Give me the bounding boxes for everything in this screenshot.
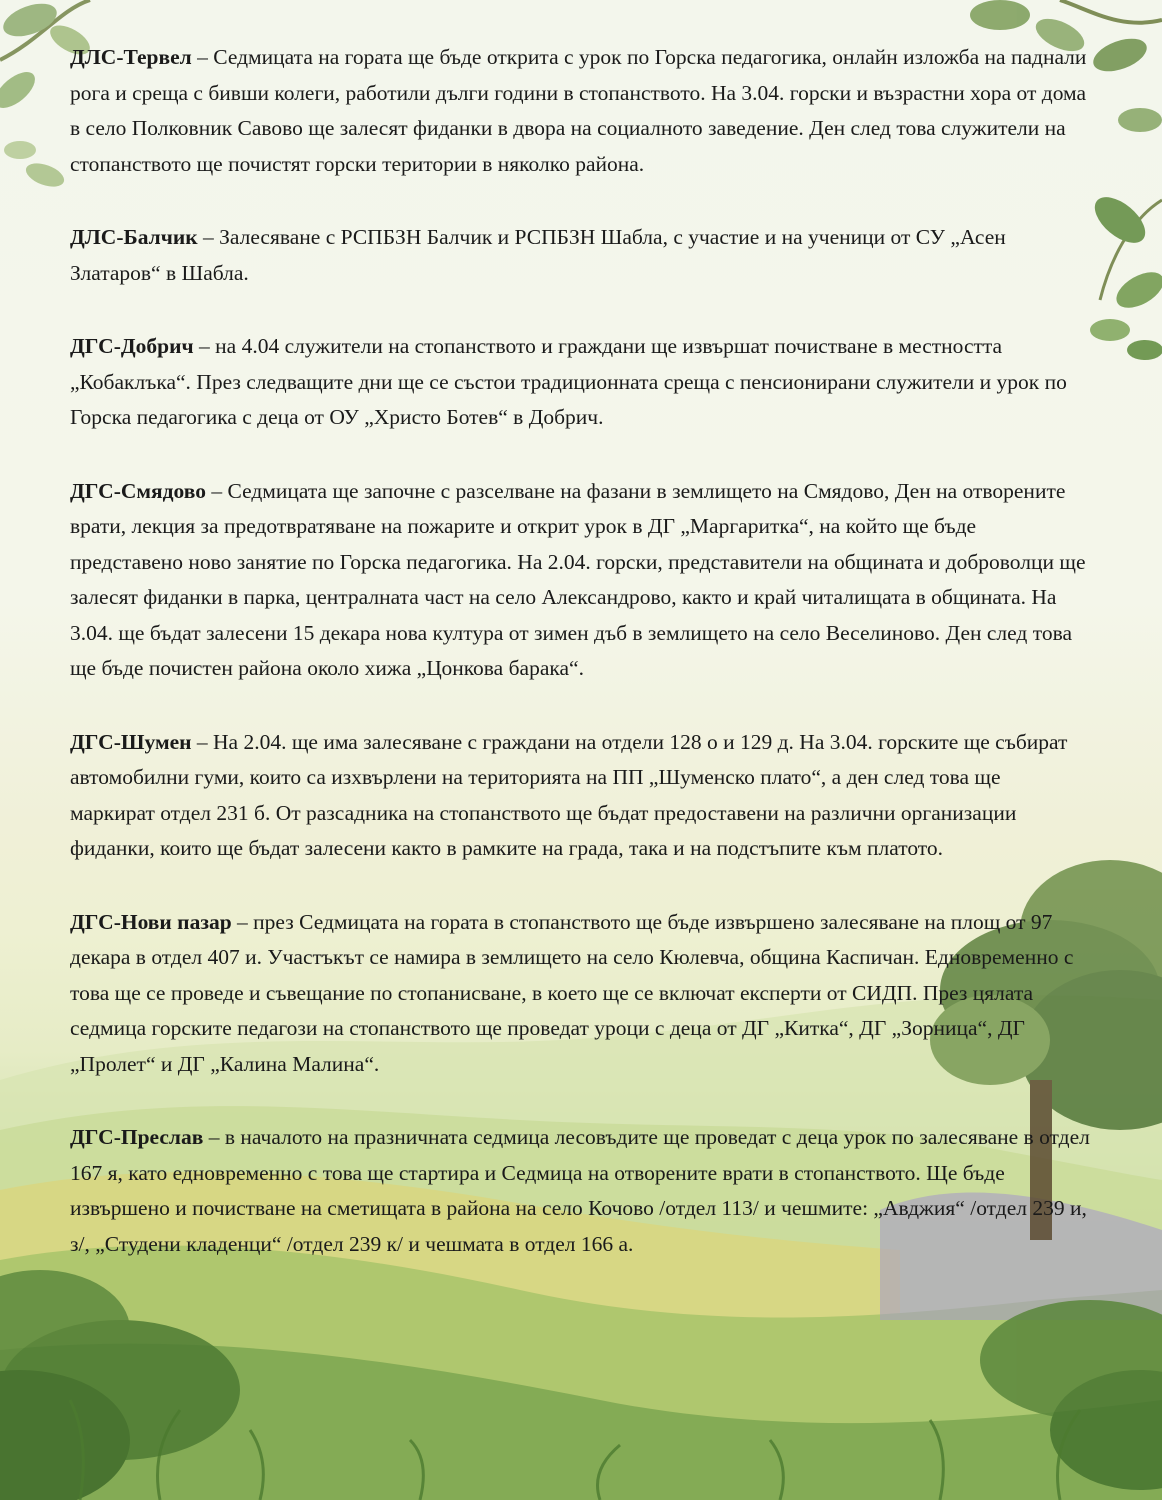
paragraph-tervel xyxy=(70,40,1090,182)
paragraph-text: – Залесяване с РСПБЗН Балчик и РСПБЗН Шабла, с участие и на ученици от СУ „Асен Златаров“ в Шабла. xyxy=(70,225,1006,285)
paragraph-dobrich xyxy=(70,329,1090,436)
org-name: ДГС-Добрич xyxy=(70,334,194,358)
paragraph-text: – на 4.04 служители на стопанството и граждани ще извършат почистване в местността „Кобаклъка“. През следващите дни ще се състои традиционната среща с пенсионирани служители и урок по Горска педагогика с деца от ОУ „Христо Ботев“ в Добрич. xyxy=(70,334,1067,429)
org-name: ДГС-Преслав xyxy=(70,1125,204,1149)
paragraph-shumen xyxy=(70,725,1090,867)
paragraph-novi-pazar xyxy=(70,905,1090,1083)
org-name: ДГС-Нови пазар xyxy=(70,909,232,934)
org-name: ДЛС-Тервел xyxy=(70,45,192,69)
paragraph-text: – Седмицата ще започне с разселване на фазани в землището на Смядово, Ден на отворените врати, лекция за предотвратяване на пожарите и открит урок в ДГ „Маргаритка“, на който ще бъде представено ново занятие по Горска педагогика. На 2.04. горски, представители на общината и доброволци ще залесят фиданки в парка, централната част на село Александрово, както и край читалищата в общината. На 3.04. ще бъдат залесени 15 декара нова култура от зимен дъб в землището на село Веселиново. Ден след това ще бъде почистен района около хижа „Цонкова барака“. xyxy=(70,478,1086,680)
paragraph-text: – Седмицата на гората ще бъде открита с урок по Горска педагогика, онлайн изложба на паднали рога и среща с бивши колеги, работили дълги години в стопанството. На 3.04. горски и възрастни хора от дома в село Полковник Савово ще залесят фиданки в двора на социалното заведение. Ден след това служители на стопанството ще почистят горски територии в няколко района. xyxy=(70,45,1087,176)
document-body xyxy=(70,40,1090,1300)
paragraph-balchik xyxy=(70,220,1090,291)
org-name: ДГС-Шумен xyxy=(70,729,192,754)
paragraph-preslav xyxy=(70,1120,1090,1262)
paragraph-text: – На 2.04. ще има залесяване с граждани на отдели 128 о и 129 д. На 3.04. горските ще събират автомобилни гуми, които са изхвърлени на територията на ПП „Шуменско плато“, а ден след това ще маркират отдел 231 б. От разсадника на стопанството ще бъдат предоставени на различни организации фиданки, които ще бъдат залесени както в рамките на града, така и на подстъпите към платото. xyxy=(70,729,1068,860)
paragraph-text: – в началото на празничната седмица лесовъдите ще проведат с деца урок по залесяване в отдел 167 я, като едновременно с това ще стартира и Седмица на отворените врати в стопанството. Ще бъде извършено и почистване на сметищата в района на село Кочово /отдел 113/ и чешмите: „Авджия“ /отдел 239 и, з/, „Студени кладенци“ /отдел 239 к/ и чешмата в отдел 166 а. xyxy=(70,1125,1090,1256)
org-name: ДГС-Смядово xyxy=(70,478,206,503)
paragraph-smyadovo xyxy=(70,474,1090,687)
paragraph-text: – през Седмицата на гората в стопанството ще бъде извършено залесяване на площ от 97 декара в отдел 407 и. Участъкът се намира в землището на село Кюлевча, община Каспичан. Едновременно с това ще се проведе и съвещание по стопанисване, в което ще се включат експерти от СИДП. През цялата седмица горските педагози на стопанството ще проведат уроци с деца от ДГ „Китка“, ДГ „Зорница“, ДГ „Пролет“ и ДГ „Калина Малина“. xyxy=(70,909,1074,1076)
org-name: ДЛС-Балчик xyxy=(70,225,198,249)
